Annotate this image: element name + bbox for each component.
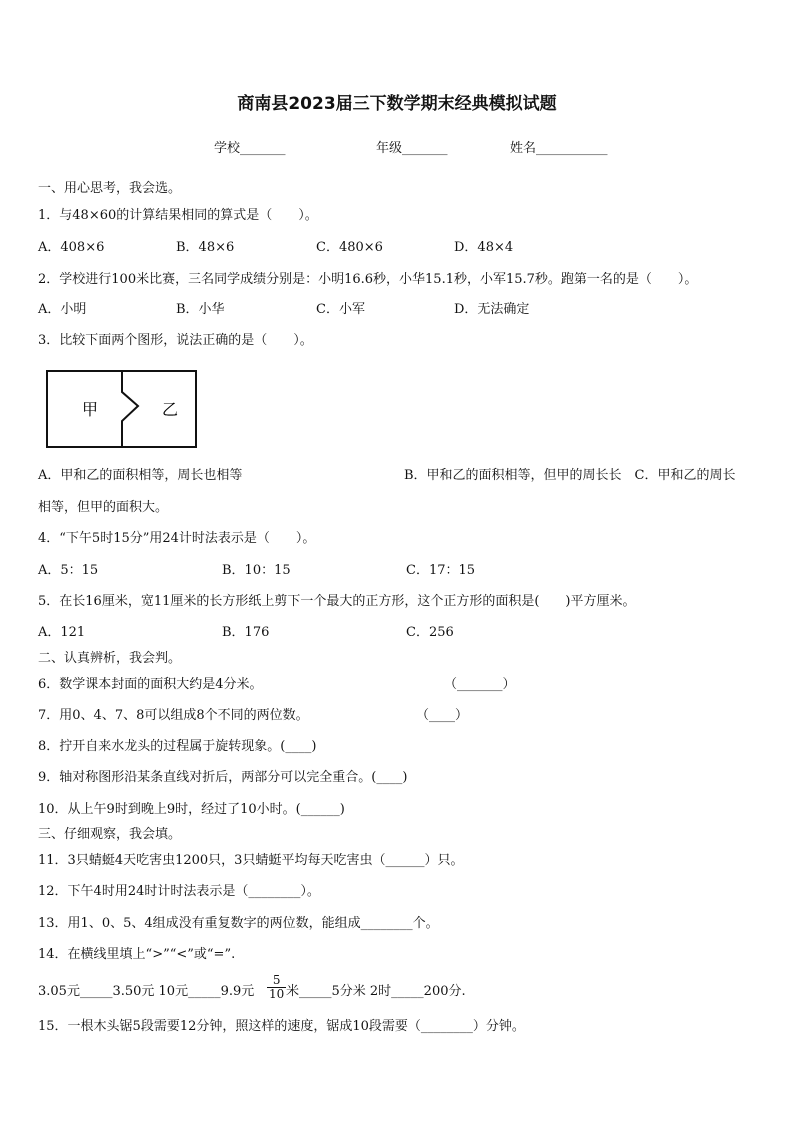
q2-option-d: D．无法确定 [454, 302, 530, 317]
q14-comparison-line-a: 3.05元_____3.50元 10元_____9.9元 [38, 984, 255, 999]
question-8: 8．拧开自来水龙头的过程属于旋转现象。(____) [38, 739, 317, 754]
q2-option-b: B．小华 [176, 302, 225, 317]
question-10: 10．从上午9时到晚上9时，经过了10小时。(______) [38, 802, 345, 817]
school-field: 学校_______ [214, 141, 286, 156]
q5-option-b: B．176 [222, 625, 270, 640]
question-1: 1．与48×60的计算结果相同的算式是（ ）。 [38, 208, 318, 223]
question-7: 7．用0、4、7、8可以组成8个不同的两位数。 [38, 708, 309, 723]
q3-option-a: A．甲和乙的面积相等，周长也相等 [38, 468, 243, 483]
grade-field: 年级_______ [376, 141, 448, 156]
q3-option-c-continued: 相等，但甲的面积大。 [38, 500, 169, 515]
name-field: 姓名___________ [510, 141, 608, 156]
q6-answer-blank[interactable]: （_______） [444, 677, 516, 692]
q3-label-jia: 甲 [82, 400, 99, 419]
q3-figure [46, 370, 198, 450]
q14-comparison-line-b: 米_____5分米 2时_____200分. [286, 984, 466, 999]
q1-option-c: C．480×6 [316, 240, 383, 255]
q4-option-a: A．5：15 [38, 563, 99, 578]
q1-option-b: B．48×6 [176, 240, 235, 255]
q14-fraction-numerator: 5 [267, 974, 286, 988]
question-11: 11．3只蜻蜓4天吃害虫1200只，3只蜻蜓平均每天吃害虫（______）只。 [38, 853, 464, 868]
q4-option-b: B．10：15 [222, 563, 291, 578]
question-9: 9．轴对称图形沿某条直线对折后，两部分可以完全重合。(____) [38, 770, 408, 785]
question-6: 6．数学课本封面的面积大约是4分米。 [38, 677, 263, 692]
q5-option-c: C．256 [406, 625, 454, 640]
q3-label-yi: 乙 [162, 400, 179, 419]
q2-option-a: A．小明 [38, 302, 87, 317]
q5-option-a: A．121 [38, 625, 86, 640]
page-title: 商南县2023届三下数学期末经典模拟试题 [237, 94, 557, 114]
q1-option-a: A．408×6 [38, 240, 105, 255]
q3-figure-divider [122, 371, 138, 447]
question-14: 14．在横线里填上“>”“<”或“=”. [38, 947, 236, 962]
section-heading-3: 三、仔细观察，我会填。 [38, 827, 182, 842]
q7-answer-blank[interactable]: （____） [416, 708, 469, 723]
q3-option-bc: B．甲和乙的面积相等，但甲的周长长 C．甲和乙的周长 [404, 468, 736, 483]
section-heading-2: 二、认真辨析，我会判。 [38, 651, 182, 666]
q14-fraction-denominator: 10 [269, 987, 285, 1001]
section-heading-1: 一、用心思考，我会选。 [38, 181, 182, 196]
question-3: 3．比较下面两个图形，说法正确的是（ ）。 [38, 333, 313, 348]
question-15: 15．一根木头锯5段需要12分钟，照这样的速度，锯成10段需要（________）分钟。 [38, 1019, 525, 1034]
question-2: 2．学校进行100米比赛，三名同学成绩分别是：小明16.6秒，小华15.1秒，小军15.7秒。跑第一名的是（ ）。 [38, 272, 698, 287]
question-5: 5．在长16厘米，宽11厘米的长方形纸上剪下一个最大的正方形，这个正方形的面积是( )平方厘米。 [38, 594, 636, 609]
q14-fraction [267, 974, 286, 1001]
question-4: 4．“下午5时15分”用24计时法表示是（ ）。 [38, 531, 316, 546]
question-13: 13．用1、0、5、4组成没有重复数字的两位数，能组成________个。 [38, 916, 439, 931]
q2-option-c: C．小军 [316, 302, 365, 317]
question-12: 12．下午4时用24时计时法表示是（________）。 [38, 884, 320, 899]
q4-option-c: C．17：15 [406, 563, 476, 578]
q1-option-d: D．48×4 [454, 240, 514, 255]
